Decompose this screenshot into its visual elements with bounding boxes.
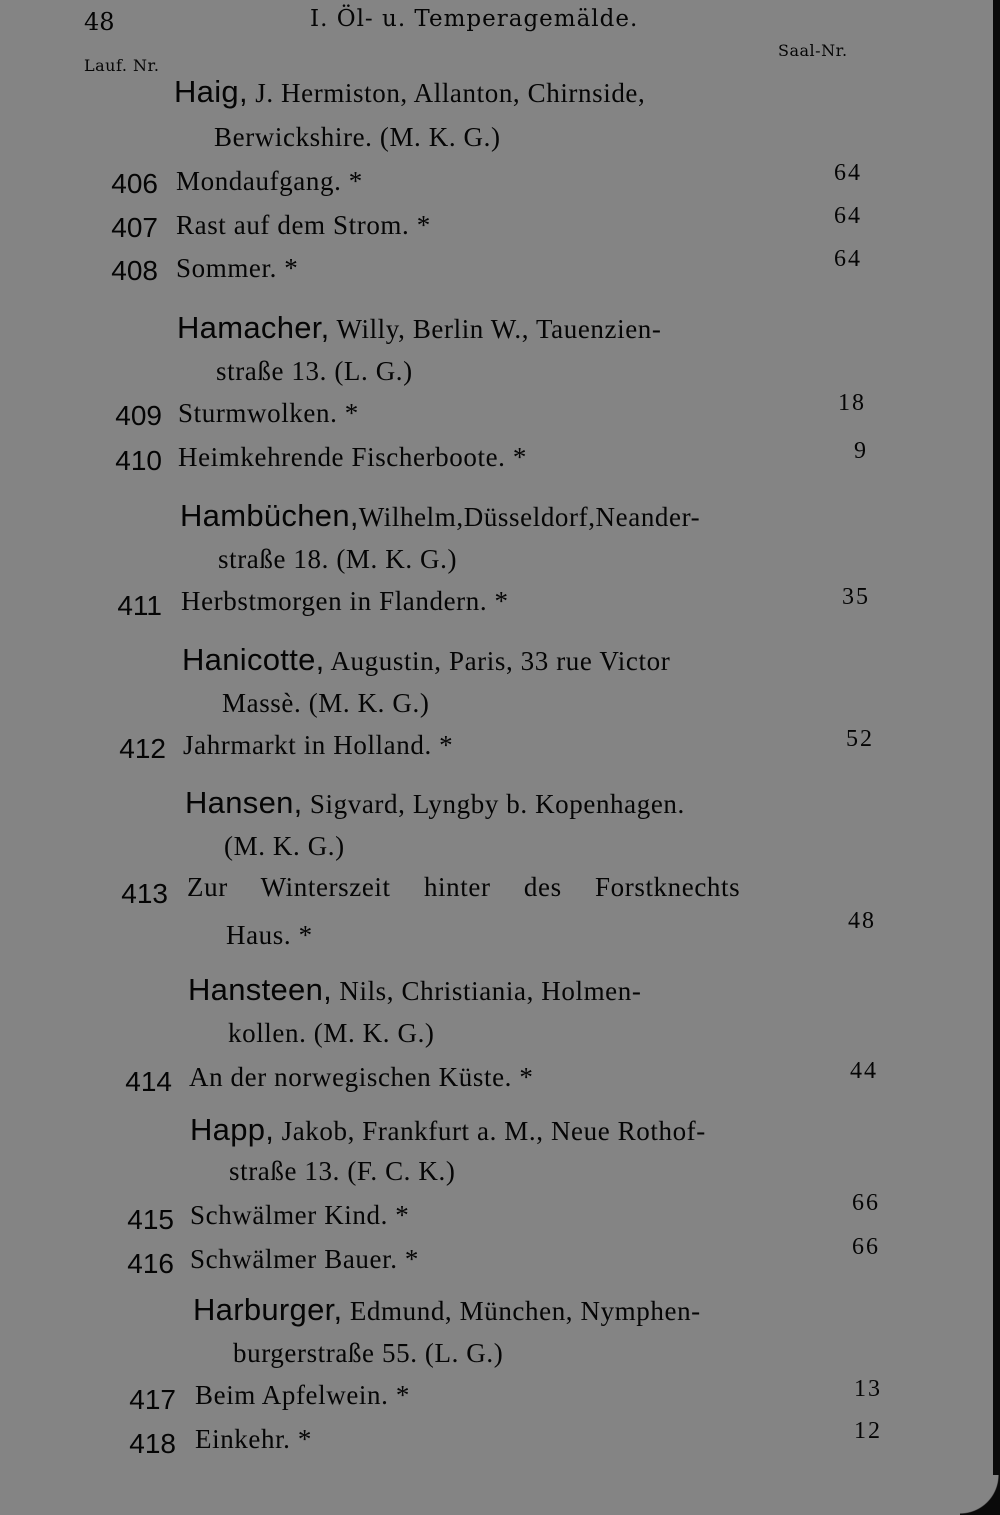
artist-entry [180,498,700,534]
artist-entry [182,642,670,678]
artist-entry [185,785,685,821]
work-title-cont: Haus. * [226,920,313,950]
saal-nr: 48 [848,908,876,934]
artist-address: Edmund, München, Nymphen- [342,1296,701,1326]
artist-entry [188,972,641,1008]
artist-address: Wilhelm,Düsseldorf,Neander- [358,502,701,532]
saal-nr: 13 [854,1376,882,1402]
saal-nr: 64 [834,160,862,186]
work-title: Beim Apfelwein. * [195,1380,410,1410]
lauf-nr: 406 [111,168,158,199]
work-title: Einkehr. * [195,1424,312,1454]
page-edge-shadow [993,0,1000,1515]
artist-entry [193,1292,701,1328]
lauf-nr: 414 [125,1066,172,1097]
saal-nr: 12 [854,1418,882,1444]
artist-address-cont: straße 13. (L. G.) [216,356,413,386]
artist-address-cont: straße 18. (M. K. G.) [218,544,458,574]
lauf-nr: 407 [111,212,158,243]
artist-address-cont: Berwickshire. (M. K. G.) [214,122,501,152]
artist-name: Hambüchen, [180,498,359,533]
column-head-saal-nr: Saal-Nr. [778,41,848,60]
page-number: 48 [84,8,115,36]
artist-name: Hanicotte, [182,642,325,677]
page-corner-shadow [960,1475,1000,1515]
running-head: I. Öl- u. Temperagemälde. [310,6,639,32]
lauf-nr: 418 [129,1428,176,1459]
work-title: Zur Winterszeit hinter des Forstknechts [187,872,741,902]
artist-address: Willy, Berlin W., Tauenzien- [329,314,662,344]
saal-nr: 18 [838,390,866,416]
lauf-nr: 413 [121,878,168,909]
artist-entry [190,1112,706,1148]
lauf-nr: 408 [111,255,158,286]
artist-name: Hamacher, [177,310,330,345]
saal-nr: 64 [834,246,862,272]
artist-address-cont: straße 13. (F. C. K.) [229,1156,456,1186]
saal-nr: 64 [834,203,862,229]
work-title: Heimkehrende Fischerboote. * [178,442,527,472]
saal-nr: 9 [854,438,868,464]
work-title: Sommer. * [176,253,299,283]
lauf-nr: 411 [117,590,162,621]
lauf-nr: 417 [129,1384,176,1415]
artist-address-cont: burgerstraße 55. (L. G.) [233,1338,504,1368]
work-title: Jahrmarkt in Holland. * [183,730,454,760]
lauf-nr: 412 [119,733,166,764]
artist-entry [177,310,661,346]
lauf-nr: 410 [115,445,162,476]
column-head-lauf-nr: Lauf. Nr. [84,56,160,75]
saal-nr: 52 [846,726,874,752]
lauf-nr: 409 [115,400,162,431]
lauf-nr: 415 [127,1204,174,1235]
artist-address-cont: (M. K. G.) [224,831,345,861]
saal-nr: 35 [842,584,870,610]
work-title: An der norwegischen Küste. * [189,1062,534,1092]
saal-nr: 44 [850,1058,878,1084]
work-title: Sturmwolken. * [178,398,359,428]
artist-name: Haig, [174,74,248,109]
artist-address: Nils, Christiania, Holmen- [332,976,642,1006]
artist-address-cont: kollen. (M. K. G.) [228,1018,435,1048]
artist-address: Augustin, Paris, 33 rue Victor [324,646,671,676]
saal-nr: 66 [852,1190,880,1216]
work-title: Schwälmer Kind. * [190,1200,410,1230]
lauf-nr: 416 [127,1248,174,1279]
work-title: Schwälmer Bauer. * [190,1244,419,1274]
saal-nr: 66 [852,1234,880,1260]
artist-name: Harburger, [193,1292,343,1327]
artist-address: Jakob, Frankfurt a. M., Neue Rothof- [274,1116,706,1146]
work-title: Rast auf dem Strom. * [176,210,431,240]
artist-name: Hansen, [185,785,303,820]
work-title: Mondaufgang. * [176,166,363,196]
artist-address-cont: Massè. (M. K. G.) [222,688,430,718]
artist-entry [174,74,645,110]
artist-name: Happ, [190,1112,275,1147]
artist-name: Hansteen, [188,972,333,1007]
work-title: Herbstmorgen in Flandern. * [181,586,509,616]
artist-address: J. Hermiston, Allanton, Chirnside, [247,78,646,108]
artist-address: Sigvard, Lyngby b. Kopenhagen. [302,789,685,819]
